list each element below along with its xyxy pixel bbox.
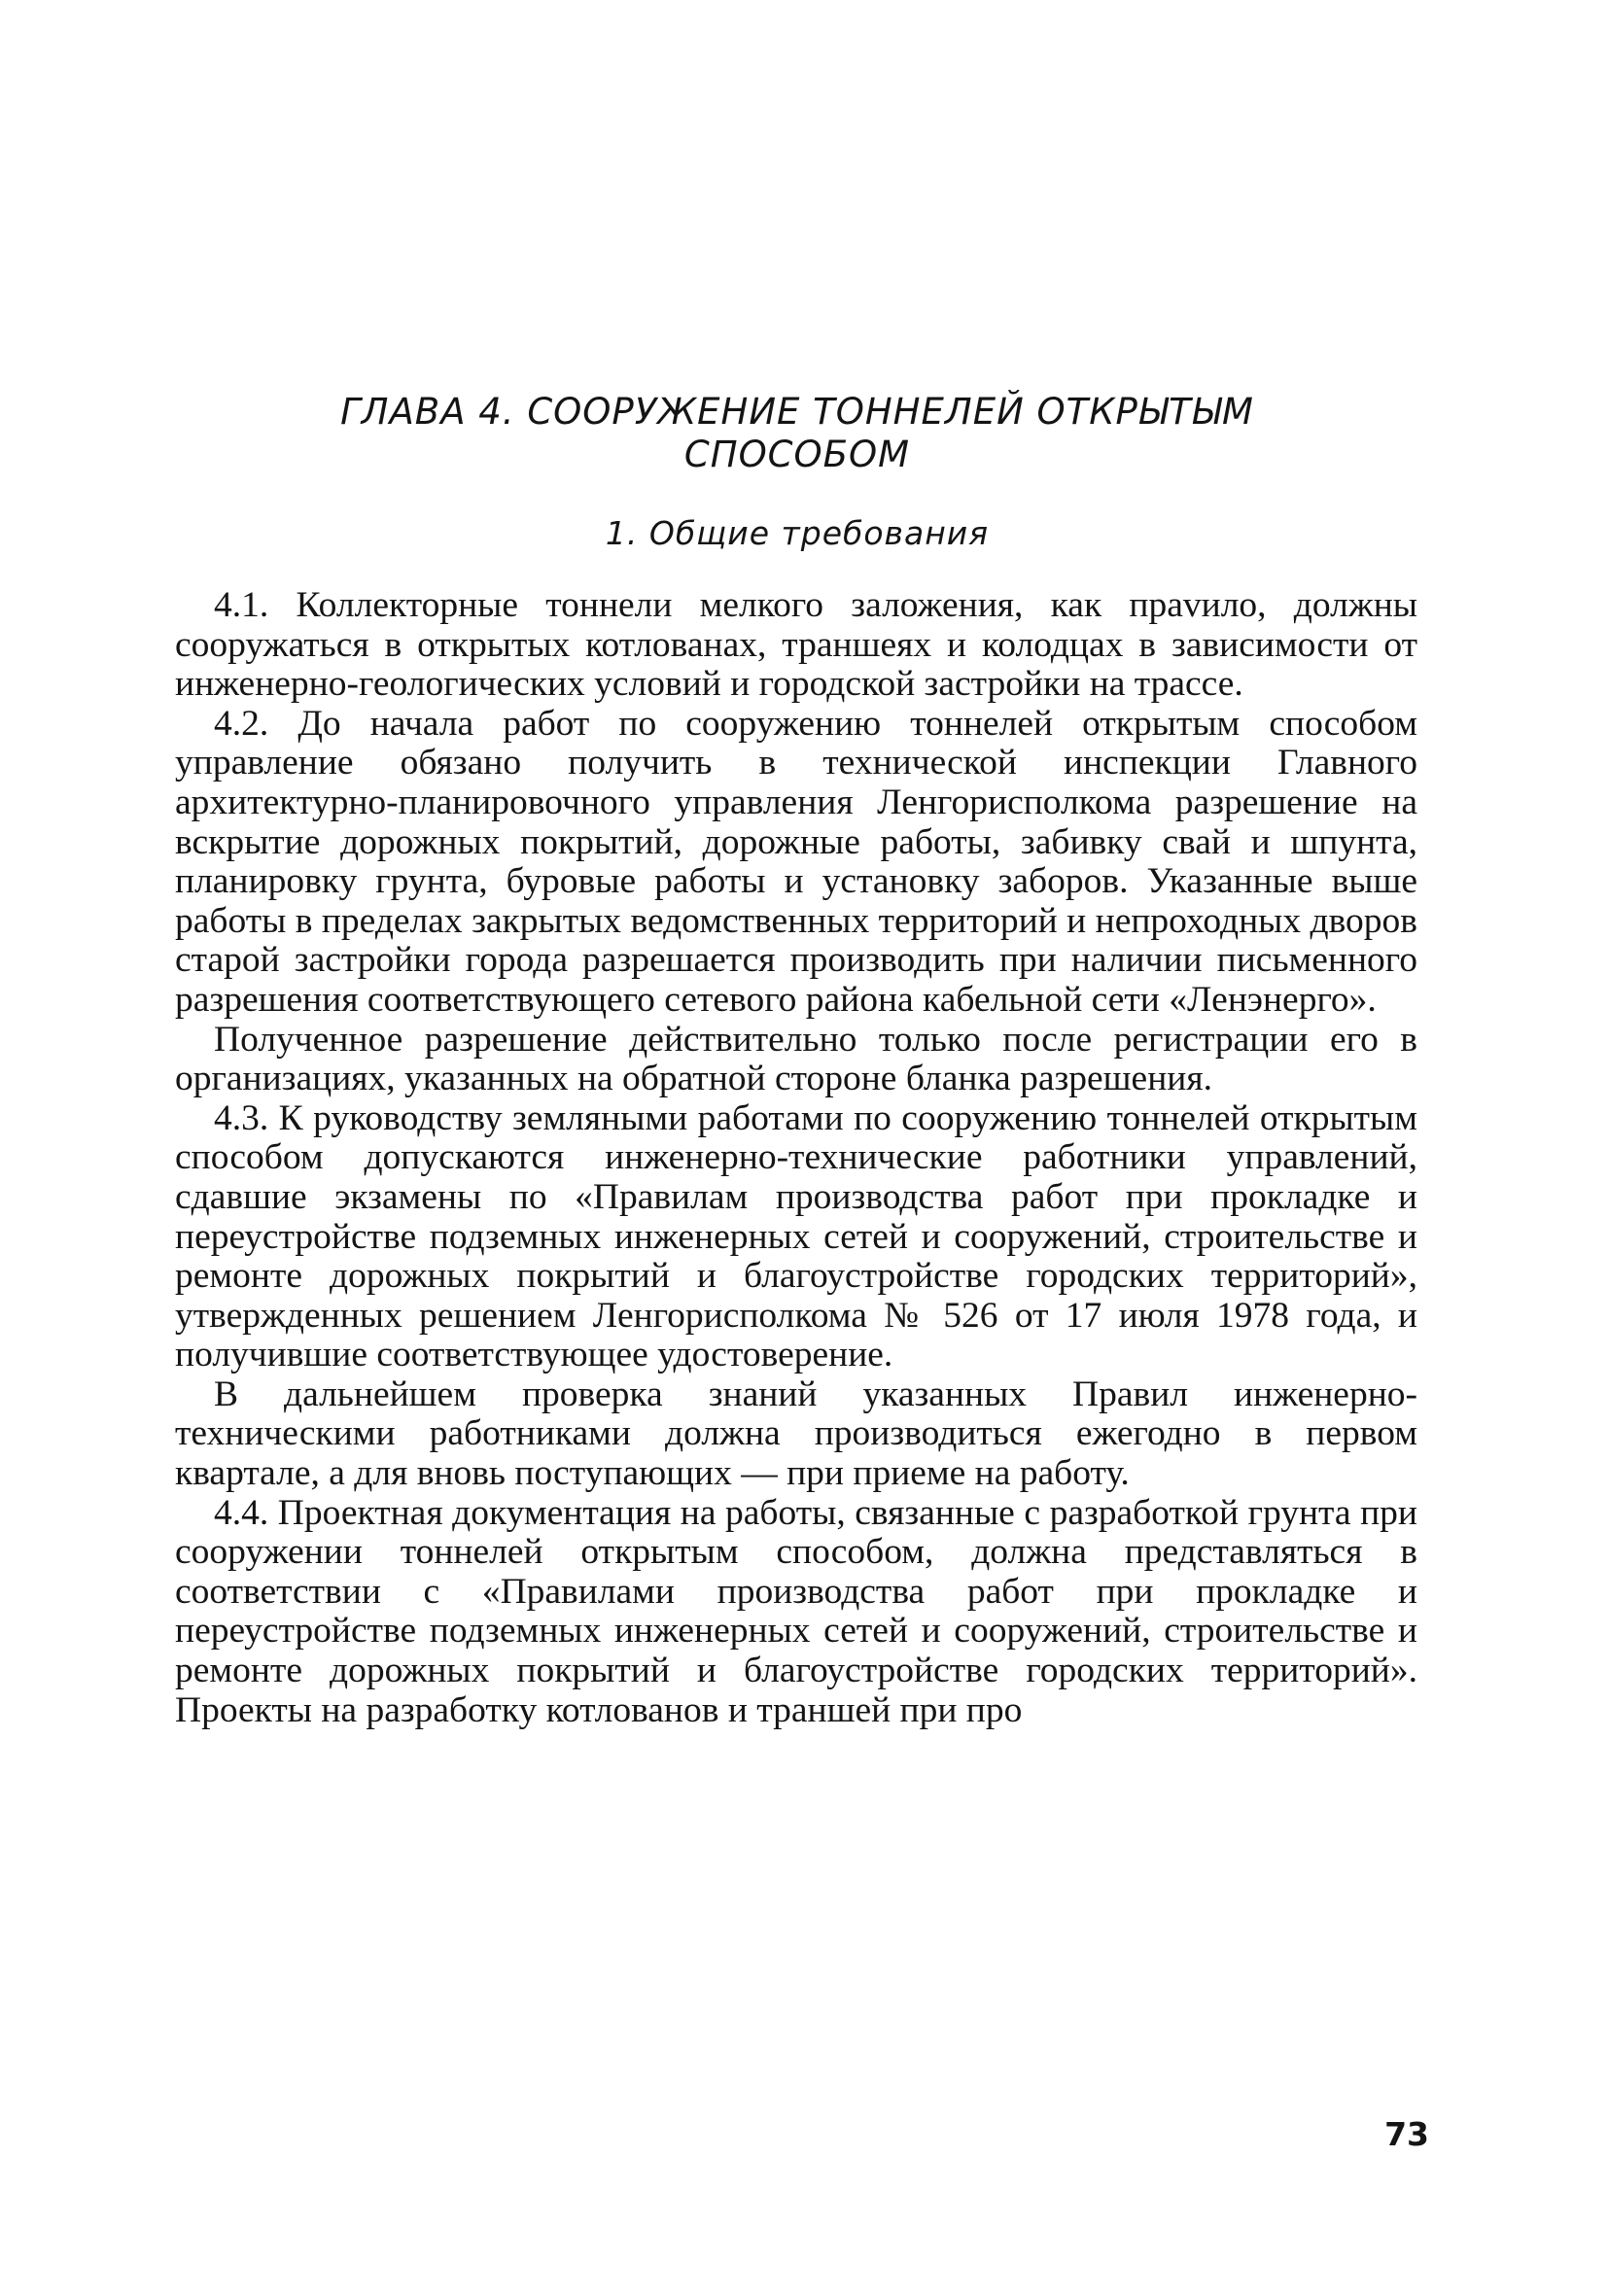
page-number: 73 [1384, 2115, 1429, 2153]
paragraph-4-4: 4.4. Проектная документация на работы, связанные с разработкой грунта при сооружении тоннелей открытым способом, должна представляться в соответствии с «Правилами производства работ при прокладке и переустройстве подземных инженерных сетей и сооружений, строительстве и ремонте дорожных покрытий и благоустройстве городских территорий». Проекты на разработку котлованов и траншей при про [175, 1492, 1417, 1730]
paragraph-permit-registration: Полученное разрешение действительно только после регистрации его в организациях, указанных на обратной стороне бланка разрешения. [175, 1019, 1417, 1099]
paragraph-4-3: 4.3. К руководству земляными работами по сооружению тоннелей открытым способом допускаются инженерно-технические работники управлений, сдавшие экзамены по «Правилам производства работ при прокладке и переустройстве подземных инженерных сетей и сооружений, строительстве и ремонте дорожных покрытий и благоустройстве городских территорий», утвержденных решением Ленгорисполкома № 526 от 17 июля 1978 года, и получившие соответствующее удостоверение. [175, 1097, 1417, 1375]
chapter-title-line-1: ГЛАВА 4. СООРУЖЕНИЕ ТОННЕЛЕЙ ОТКРЫТЫМ [340, 391, 1254, 433]
chapter-title-line-2: СПОСОБОМ [683, 434, 911, 475]
paragraph-knowledge-check: В дальнейшем проверка знаний указанных Правил инженерно-техническими работниками должна производиться ежегодно в первом квартале, а для вновь поступающих — при приеме на работу. [175, 1374, 1417, 1494]
chapter-title [194, 391, 1400, 476]
body-text [175, 586, 1417, 1730]
paragraph-4-2: 4.2. До начала работ по сооружению тоннелей открытым способом управление обязано получить в технической инспекции Главного архитектурно-планировочного управления Ленгорисполкома разрешение на вскрытие дорожных покрытий, дорожные работы, забивку свай и шпунта, планировку грунта, буровые работы и установку заборов. Указанные выше работы в пределах закрытых ведомственных территорий и непроходных дворов старой застройки города разрешается производить при наличии письменного разрешения соответствующего сетевого района кабельной сети «Ленэнерго». [175, 703, 1417, 1020]
section-title: 1. Общие требования [605, 514, 990, 552]
paragraph-4-1: 4.1. Коллекторные тоннели мелкого заложения, как праvило, должны сооружаться в открытых котлованах, траншеях и колодцах в зависимости от инженерно-геологических условий и городской застройки на трассе. [175, 585, 1417, 705]
